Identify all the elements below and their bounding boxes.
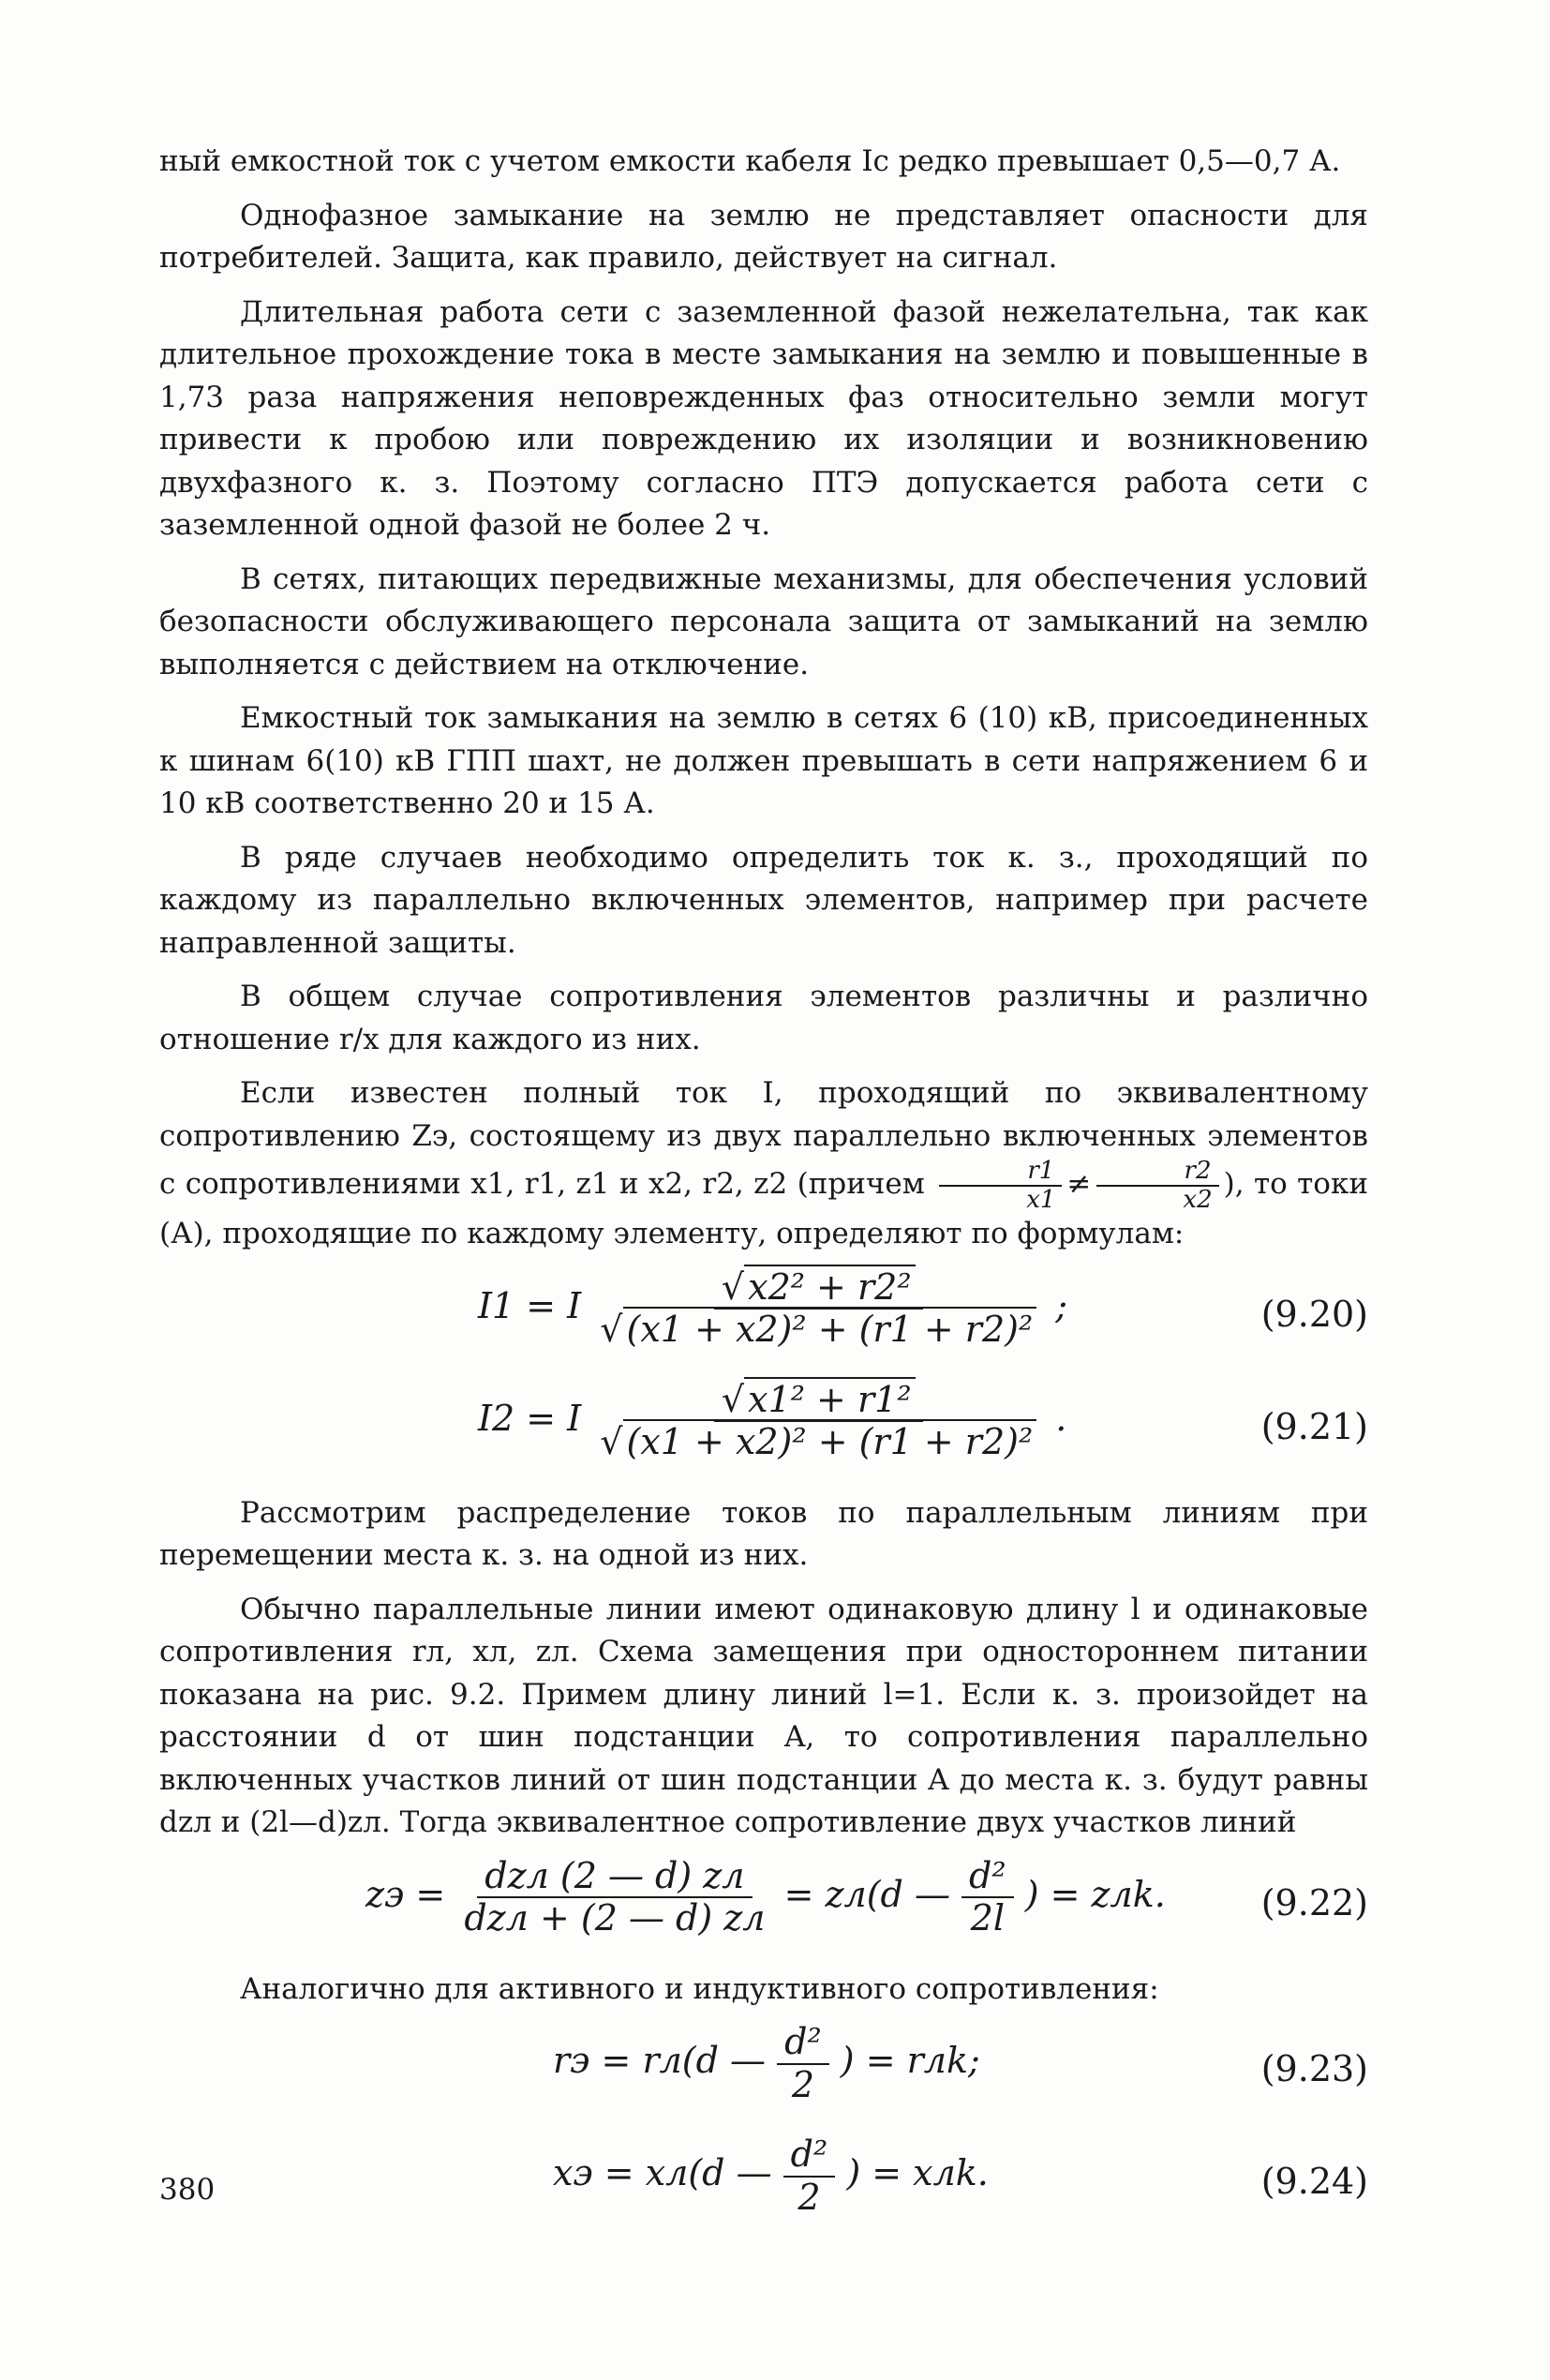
equation-9-22: zэ = $\frac{\text{dzл (2 — d) zл}}{\text{dzл + (2 — d) zл}}$ = zл(d — $\frac{\text{d²}}{2l}$ ) = zлk. (9.22) [365, 1854, 1368, 1939]
paragraph-7-part-b: ), то токи (А), проходящие по каждому элементу, определяют по формулам: [159, 1167, 1368, 1251]
paragraph-8: Рассмотрим распределение токов по параллельным линиям при перемещении места к. з. на одной из них. [159, 1495, 1368, 1573]
paragraph-6: В общем случае сопротивления элементов различны и различно отношение r/x для каждого из них. [159, 980, 1368, 1056]
equation-number-9-23: (9.23) [1260, 2048, 1368, 2090]
not-equal-sign: ≠ [1066, 1167, 1092, 1202]
equation-number-9-24: (9.24) [1260, 2161, 1368, 2203]
equation-9-21: I2 = I $\frac{\text{√ x1² + r1²}}{\text{√ (x1 + x2)² + (r1 + r2)²}}$ . (9.21) [478, 1378, 1368, 1463]
paragraph-3: В сетях, питающих передвижные механизмы, для обеспечения условий безопасности обслуживающего персонала защита от замыканий на землю выполняется с действием на отключение. [159, 561, 1368, 681]
text-column [159, 141, 1368, 2247]
paragraph-10: Аналогично для активного и индуктивного сопротивления: [240, 1971, 1159, 2006]
paragraph-0: ный емкостной ток с учетом емкости кабеля Iс редко превышает 0,5—0,7 А. [159, 144, 1341, 178]
paragraph-2: Длительная работа сети с заземленной фазой нежелательна, так как длительное прохождение тока в месте замыкания на землю и повышенные в 1,73 раза напряжения неповрежденных фаз относительно земли могут привести к пробою или повреждению их изоляции и возникновению двухфазного к. з. Поэтому согласно ПТЭ допускается работа сети с заземленной одной фазой не более 2 ч. [159, 294, 1368, 542]
equation-9-24: xэ = xл(d — $\frac{\text{d²}}{2}$ ) = xлk. (9.24) [553, 2133, 1368, 2218]
paragraph-7-part-a: Если известен полный ток I, проходящий по эквивалентному сопротивлению Zэ, состоящему из двух параллельно включенных элементов с сопротивлениями x1, r1, z1 и x2, r2, z2 (причем [159, 1076, 1368, 1202]
paragraph-1: Однофазное замыкание на землю не представляет опасности для потребителей. Защита, как правило, действует на сигнал. [159, 198, 1368, 275]
paragraph-5: В ряде случаев необходимо определить ток к. з., проходящий по каждому из параллельно включенных элементов, например при расчете направленной защиты. [159, 840, 1368, 960]
page-number: 380 [159, 2173, 216, 2207]
equation-9-23: rэ = rл(d — $\frac{\text{d²}}{2}$ ) = rлk; (9.23) [553, 2021, 1368, 2105]
inline-fraction-r1-x1: $\frac{r1}{x1}$ [938, 1158, 1063, 1213]
equation-9-20: I1 = I $\frac{\text{√ x2² + r2²}}{\text{√ (x1 + x2)² + (r1 + r2)²}}$ ; (9.20) [478, 1265, 1368, 1351]
equation-number-9-20: (9.20) [1260, 1293, 1368, 1335]
paragraph-4: Емкостный ток замыкания на землю в сетях 6 (10) кВ, присоединенных к шинам 6(10) кВ ГПП шахт, не должен превышать в сети напряжением 6 и 10 кВ соответственно 20 и 15 А. [159, 701, 1368, 820]
inline-fraction-r2-x2: $\frac{r2}{x2}$ [1095, 1158, 1219, 1213]
paragraph-7 [159, 1072, 1368, 1256]
paragraph-9: Обычно параллельные линии имеют одинаковую длину l и одинаковые сопротивления rл, xл, zл. Схема замещения при одностороннем питании показана на рис. 9.2. Примем длину линий l=1. Если к. з. произойдет на расстоянии d от шин подстанции A, то сопротивления параллельно включенных участков линий от шин подстанции A до места к. з. будут равны dzл и (2l—d)zл. Тогда эквивалентное сопротивление двух участков линий [159, 1592, 1368, 1840]
equation-number-9-21: (9.21) [1260, 1405, 1368, 1447]
equation-number-9-22: (9.22) [1260, 1881, 1368, 1923]
